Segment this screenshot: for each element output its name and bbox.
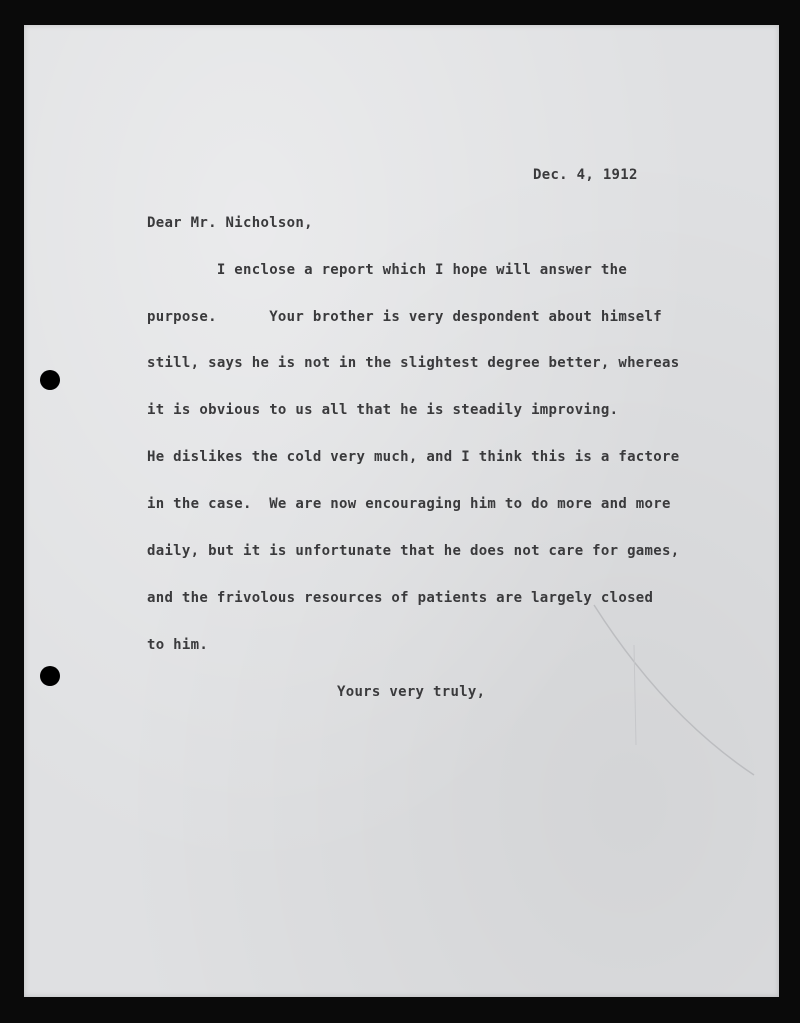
letter-date: Dec. 4, 1912: [533, 167, 638, 183]
punch-hole-upper: [40, 370, 60, 390]
body-line: and the frivolous resources of patients are largely closed: [147, 590, 654, 606]
body-line: He dislikes the cold very much, and I think this is a factore: [147, 449, 680, 465]
body-line: purpose. Your brother is very despondent about himself: [147, 309, 662, 325]
letter-closing: Yours very truly,: [337, 684, 486, 700]
body-line: I enclose a report which I hope will answer the: [147, 262, 628, 278]
body-line: it is obvious to us all that he is steadily improving.: [147, 402, 619, 418]
body-line: to him.: [147, 637, 209, 653]
body-line: in the case. We are now encouraging him to do more and more: [147, 496, 671, 512]
body-line: daily, but it is unfortunate that he does not care for games,: [147, 543, 680, 559]
body-line: still, says he is not in the slightest degree better, whereas: [147, 355, 680, 371]
punch-hole-lower: [40, 666, 60, 686]
letter-salutation: Dear Mr. Nicholson,: [147, 215, 313, 231]
